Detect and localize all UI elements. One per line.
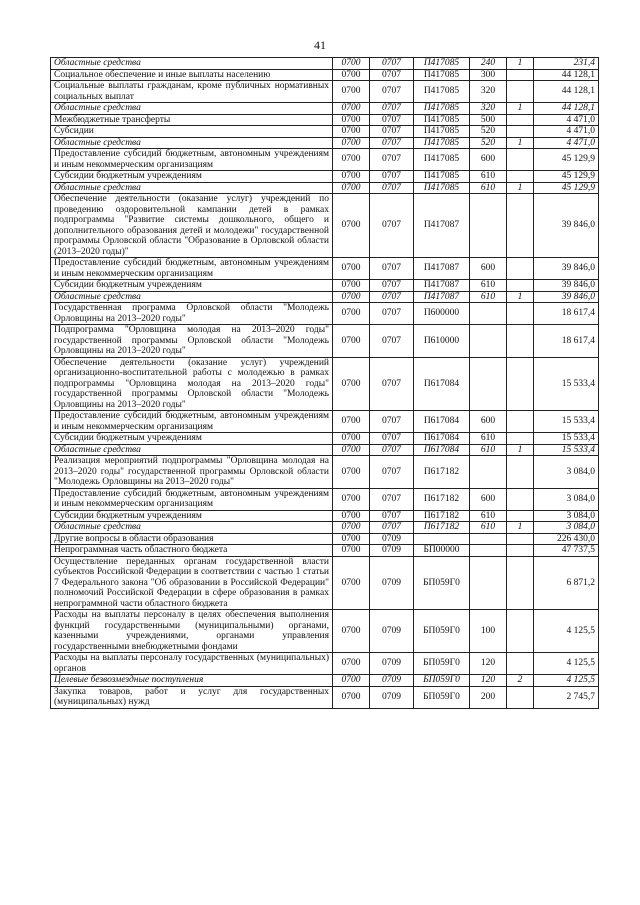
cell-target-item: БП059Г0: [414, 556, 470, 610]
cell-amount: 4 471,0: [534, 137, 599, 149]
cell-expense-type: [470, 194, 507, 258]
cell-expense-type: 610: [470, 433, 507, 445]
cell-amount: 2 745,7: [534, 686, 599, 708]
table-row: [51, 675, 599, 687]
cell-subsection: 0707: [370, 444, 414, 456]
cell-expense-type: 320: [470, 103, 507, 115]
cell-name: Областные средства: [51, 522, 333, 534]
cell-amount: 39 846,0: [534, 258, 599, 280]
table-row: [51, 58, 599, 70]
cell-name: Предоставление субсидий бюджетным, автономным учреждениям и иным некоммерческим организациям: [51, 258, 333, 280]
cell-name: Областные средства: [51, 58, 333, 70]
cell-expense-type: 610: [470, 522, 507, 534]
cell-name: Субсидии бюджетным учреждениям: [51, 510, 333, 522]
table-row: [51, 610, 599, 653]
cell-amount: 4 125,5: [534, 610, 599, 653]
cell-subsection: 0707: [370, 194, 414, 258]
cell-target-item: П617084: [414, 444, 470, 456]
cell-funding-source: [507, 556, 534, 610]
cell-target-item: П617084: [414, 357, 470, 411]
cell-target-item: П417087: [414, 291, 470, 303]
table-row: [51, 291, 599, 303]
cell-subsection: 0709: [370, 533, 414, 545]
cell-funding-source: [507, 126, 534, 138]
cell-subsection: 0707: [370, 456, 414, 489]
cell-funding-source: [507, 81, 534, 103]
table-row: [51, 456, 599, 489]
cell-target-item: П617084: [414, 411, 470, 433]
cell-subsection: 0707: [370, 522, 414, 534]
cell-section: 0700: [333, 675, 370, 687]
cell-amount: 15 533,4: [534, 433, 599, 445]
cell-expense-type: [470, 545, 507, 557]
cell-target-item: П617084: [414, 433, 470, 445]
cell-funding-source: [507, 357, 534, 411]
cell-subsection: 0707: [370, 488, 414, 510]
table-row: [51, 182, 599, 194]
cell-subsection: 0709: [370, 653, 414, 675]
cell-section: 0700: [333, 291, 370, 303]
cell-expense-type: 500: [470, 114, 507, 126]
cell-name: Субсидии бюджетным учреждениям: [51, 433, 333, 445]
cell-target-item: П417085: [414, 182, 470, 194]
cell-section: 0700: [333, 103, 370, 115]
cell-expense-type: [470, 456, 507, 489]
cell-subsection: 0707: [370, 69, 414, 81]
cell-expense-type: 200: [470, 686, 507, 708]
cell-amount: 45 129,9: [534, 149, 599, 171]
cell-section: 0700: [333, 510, 370, 522]
cell-target-item: БП00000: [414, 545, 470, 557]
table-row: [51, 171, 599, 183]
cell-name: Предоставление субсидий бюджетным, автономным учреждениям и иным некоммерческим организациям: [51, 149, 333, 171]
cell-target-item: П417087: [414, 258, 470, 280]
cell-expense-type: 610: [470, 510, 507, 522]
cell-subsection: 0709: [370, 686, 414, 708]
cell-section: 0700: [333, 411, 370, 433]
cell-amount: 47 737,5: [534, 545, 599, 557]
cell-amount: 231,4: [534, 58, 599, 70]
cell-target-item: БП059Г0: [414, 610, 470, 653]
cell-expense-type: [470, 556, 507, 610]
cell-section: 0700: [333, 182, 370, 194]
cell-funding-source: [507, 114, 534, 126]
cell-funding-source: 1: [507, 291, 534, 303]
cell-section: 0700: [333, 444, 370, 456]
cell-target-item: БП059Г0: [414, 675, 470, 687]
cell-amount: 18 617,4: [534, 303, 599, 325]
cell-name: Предоставление субсидий бюджетным, автономным учреждениям и иным некоммерческим организациям: [51, 411, 333, 433]
cell-expense-type: 610: [470, 171, 507, 183]
cell-subsection: 0709: [370, 545, 414, 557]
cell-funding-source: [507, 533, 534, 545]
cell-expense-type: [470, 303, 507, 325]
cell-funding-source: [507, 411, 534, 433]
cell-amount: 3 084,0: [534, 522, 599, 534]
cell-expense-type: 320: [470, 81, 507, 103]
cell-funding-source: 2: [507, 675, 534, 687]
cell-amount: 39 846,0: [534, 280, 599, 292]
cell-amount: 44 128,1: [534, 103, 599, 115]
cell-amount: 15 533,4: [534, 357, 599, 411]
cell-subsection: 0707: [370, 325, 414, 358]
table-row: [51, 522, 599, 534]
cell-section: 0700: [333, 325, 370, 358]
cell-expense-type: 520: [470, 137, 507, 149]
cell-section: 0700: [333, 258, 370, 280]
cell-name: Целевые безвозмездные поступления: [51, 675, 333, 687]
cell-funding-source: [507, 545, 534, 557]
cell-subsection: 0709: [370, 610, 414, 653]
cell-amount: 4 471,0: [534, 126, 599, 138]
cell-target-item: БП059Г0: [414, 686, 470, 708]
cell-name: Закупка товаров, работ и услуг для государственных (муниципальных) нужд: [51, 686, 333, 708]
cell-section: 0700: [333, 686, 370, 708]
cell-expense-type: 520: [470, 126, 507, 138]
cell-name: Реализация мероприятий подпрограммы "Орловщина молодая на 2013–2020 годы" государственной программы Орловской области "Молодежь Орловщины на 2013–2020 годы": [51, 456, 333, 489]
table-row: [51, 556, 599, 610]
cell-section: 0700: [333, 81, 370, 103]
table-row: [51, 653, 599, 675]
cell-name: Предоставление субсидий бюджетным, автономным учреждениям и иным некоммерческим организациям: [51, 488, 333, 510]
table-row: [51, 114, 599, 126]
cell-expense-type: [470, 533, 507, 545]
cell-amount: 4 125,5: [534, 653, 599, 675]
table-row: [51, 433, 599, 445]
cell-funding-source: [507, 653, 534, 675]
cell-funding-source: [507, 488, 534, 510]
cell-section: 0700: [333, 610, 370, 653]
cell-amount: 3 084,0: [534, 488, 599, 510]
cell-amount: 44 128,1: [534, 81, 599, 103]
cell-amount: 15 533,4: [534, 411, 599, 433]
table-row: [51, 488, 599, 510]
cell-target-item: П610000: [414, 325, 470, 358]
cell-name: Расходы на выплаты персоналу в целях обеспечения выполнения функций государственными (муниципальными) органами, казенными учреждениями, органами управления государственными внебюджетными фондами: [51, 610, 333, 653]
cell-subsection: 0707: [370, 357, 414, 411]
cell-expense-type: 610: [470, 182, 507, 194]
cell-funding-source: 1: [507, 182, 534, 194]
cell-name: Областные средства: [51, 291, 333, 303]
cell-funding-source: [507, 686, 534, 708]
cell-amount: 39 846,0: [534, 291, 599, 303]
cell-subsection: 0707: [370, 258, 414, 280]
cell-section: 0700: [333, 653, 370, 675]
cell-section: 0700: [333, 194, 370, 258]
cell-expense-type: 610: [470, 280, 507, 292]
cell-target-item: П617182: [414, 456, 470, 489]
cell-section: 0700: [333, 149, 370, 171]
cell-funding-source: [507, 280, 534, 292]
cell-section: 0700: [333, 456, 370, 489]
cell-name: Обеспечение деятельности (оказание услуг) учреждений по проведению оздоровительной кампании детей в рамках подпрограммы "Развитие системы дошкольного, общего и дополнительного образования детей и молодежи" государственной программы Орловской области "Образование в Орловской области (2013–2020 годы)": [51, 194, 333, 258]
cell-target-item: П600000: [414, 303, 470, 325]
table-row: [51, 81, 599, 103]
table-row: [51, 510, 599, 522]
cell-target-item: П417085: [414, 58, 470, 70]
cell-subsection: 0707: [370, 411, 414, 433]
cell-target-item: П617182: [414, 510, 470, 522]
cell-name: Социальные выплаты гражданам, кроме публичных нормативных социальных выплат: [51, 81, 333, 103]
table-row: [51, 194, 599, 258]
cell-amount: 3 084,0: [534, 456, 599, 489]
table-row: [51, 303, 599, 325]
cell-subsection: 0707: [370, 137, 414, 149]
cell-name: Областные средства: [51, 137, 333, 149]
cell-name: Областные средства: [51, 444, 333, 456]
cell-funding-source: [507, 325, 534, 358]
cell-target-item: П417087: [414, 194, 470, 258]
cell-amount: 15 533,4: [534, 444, 599, 456]
table-row: [51, 149, 599, 171]
cell-subsection: 0707: [370, 149, 414, 171]
table-row: [51, 137, 599, 149]
table-row: [51, 69, 599, 81]
cell-target-item: П417085: [414, 137, 470, 149]
cell-expense-type: 610: [470, 291, 507, 303]
page-number: 41: [314, 38, 326, 52]
cell-name: Осуществление переданных органам государственной власти субъектов Российской Федерации в соответствии с частью 1 статьи 7 Федерального закона "Об образовании в Российской Федерации" полномочий Российской Федерации в сфере образования в рамках непрограммной части областного бюджета: [51, 556, 333, 610]
cell-name: Государственная программа Орловской области "Молодежь Орловщины на 2013–2020 годы": [51, 303, 333, 325]
cell-funding-source: [507, 69, 534, 81]
cell-expense-type: 600: [470, 149, 507, 171]
cell-subsection: 0707: [370, 171, 414, 183]
cell-funding-source: 1: [507, 103, 534, 115]
cell-subsection: 0707: [370, 303, 414, 325]
cell-name: Непрограммная часть областного бюджета: [51, 545, 333, 557]
cell-name: Областные средства: [51, 182, 333, 194]
cell-expense-type: 240: [470, 58, 507, 70]
cell-name: Субсидии бюджетным учреждениям: [51, 280, 333, 292]
cell-funding-source: [507, 303, 534, 325]
cell-section: 0700: [333, 303, 370, 325]
cell-funding-source: [507, 610, 534, 653]
cell-subsection: 0709: [370, 675, 414, 687]
cell-funding-source: [507, 149, 534, 171]
cell-subsection: 0707: [370, 126, 414, 138]
cell-subsection: 0707: [370, 433, 414, 445]
cell-funding-source: 1: [507, 58, 534, 70]
cell-funding-source: [507, 194, 534, 258]
cell-expense-type: 600: [470, 411, 507, 433]
cell-amount: 18 617,4: [534, 325, 599, 358]
cell-section: 0700: [333, 137, 370, 149]
cell-expense-type: 100: [470, 610, 507, 653]
cell-target-item: П617182: [414, 488, 470, 510]
cell-expense-type: [470, 357, 507, 411]
table-row: [51, 545, 599, 557]
table-row: [51, 686, 599, 708]
cell-section: 0700: [333, 357, 370, 411]
cell-subsection: 0707: [370, 103, 414, 115]
table-row: [51, 533, 599, 545]
cell-section: 0700: [333, 69, 370, 81]
cell-target-item: П417085: [414, 69, 470, 81]
cell-funding-source: [507, 171, 534, 183]
cell-section: 0700: [333, 280, 370, 292]
cell-amount: 4 125,5: [534, 675, 599, 687]
cell-section: 0700: [333, 556, 370, 610]
table-row: [51, 258, 599, 280]
cell-section: 0700: [333, 126, 370, 138]
cell-amount: 45 129,9: [534, 171, 599, 183]
cell-subsection: 0707: [370, 510, 414, 522]
cell-name: Субсидии бюджетным учреждениям: [51, 171, 333, 183]
cell-target-item: П417087: [414, 280, 470, 292]
cell-amount: 226 430,0: [534, 533, 599, 545]
cell-section: 0700: [333, 433, 370, 445]
cell-subsection: 0707: [370, 280, 414, 292]
table-row: [51, 444, 599, 456]
cell-amount: 39 846,0: [534, 194, 599, 258]
cell-target-item: БП059Г0: [414, 653, 470, 675]
cell-expense-type: 600: [470, 258, 507, 280]
cell-expense-type: 120: [470, 675, 507, 687]
cell-funding-source: [507, 258, 534, 280]
cell-target-item: П617182: [414, 522, 470, 534]
cell-amount: 3 084,0: [534, 510, 599, 522]
cell-name: Расходы на выплаты персоналу государственных (муниципальных) органов: [51, 653, 333, 675]
cell-target-item: [414, 533, 470, 545]
cell-target-item: П417085: [414, 149, 470, 171]
cell-subsection: 0707: [370, 182, 414, 194]
cell-funding-source: 1: [507, 522, 534, 534]
cell-funding-source: [507, 510, 534, 522]
cell-name: Социальное обеспечение и иные выплаты населению: [51, 69, 333, 81]
table-row: [51, 357, 599, 411]
cell-name: Субсидии: [51, 126, 333, 138]
cell-target-item: П417085: [414, 114, 470, 126]
cell-funding-source: 1: [507, 444, 534, 456]
cell-name: Другие вопросы в области образования: [51, 533, 333, 545]
table-row: [51, 103, 599, 115]
cell-name: Обеспечение деятельности (оказание услуг) учреждений организационно-воспитательной работы с молодежью в рамках подпрограммы "Орловщина молодая на 2013–2020 годы" государственной программы Орловской области "Молодежь Орловщины на 2013–2020 годы": [51, 357, 333, 411]
cell-amount: 4 471,0: [534, 114, 599, 126]
cell-target-item: П417085: [414, 103, 470, 115]
cell-expense-type: 120: [470, 653, 507, 675]
cell-subsection: 0709: [370, 556, 414, 610]
cell-name: Межбюджетные трансферты: [51, 114, 333, 126]
table-row: [51, 280, 599, 292]
cell-target-item: П417085: [414, 81, 470, 103]
cell-section: 0700: [333, 533, 370, 545]
cell-funding-source: 1: [507, 137, 534, 149]
cell-expense-type: 300: [470, 69, 507, 81]
cell-target-item: П417085: [414, 126, 470, 138]
cell-amount: 6 871,2: [534, 556, 599, 610]
cell-amount: 44 128,1: [534, 69, 599, 81]
cell-section: 0700: [333, 114, 370, 126]
table-row: [51, 126, 599, 138]
cell-section: 0700: [333, 58, 370, 70]
cell-name: Областные средства: [51, 103, 333, 115]
table-row: [51, 325, 599, 358]
cell-subsection: 0707: [370, 58, 414, 70]
cell-funding-source: [507, 456, 534, 489]
cell-section: 0700: [333, 171, 370, 183]
cell-name: Подпрограмма "Орловщина молодая на 2013–2020 годы" государственной программы Орловской области "Молодежь Орловщины на 2013–2020 годы": [51, 325, 333, 358]
cell-subsection: 0707: [370, 81, 414, 103]
budget-table: [50, 57, 599, 709]
cell-section: 0700: [333, 522, 370, 534]
table-row: [51, 411, 599, 433]
cell-section: 0700: [333, 488, 370, 510]
cell-subsection: 0707: [370, 114, 414, 126]
cell-subsection: 0707: [370, 291, 414, 303]
cell-funding-source: [507, 433, 534, 445]
cell-section: 0700: [333, 545, 370, 557]
cell-target-item: П417085: [414, 171, 470, 183]
cell-expense-type: 610: [470, 444, 507, 456]
cell-expense-type: 600: [470, 488, 507, 510]
cell-expense-type: [470, 325, 507, 358]
cell-amount: 45 129,9: [534, 182, 599, 194]
